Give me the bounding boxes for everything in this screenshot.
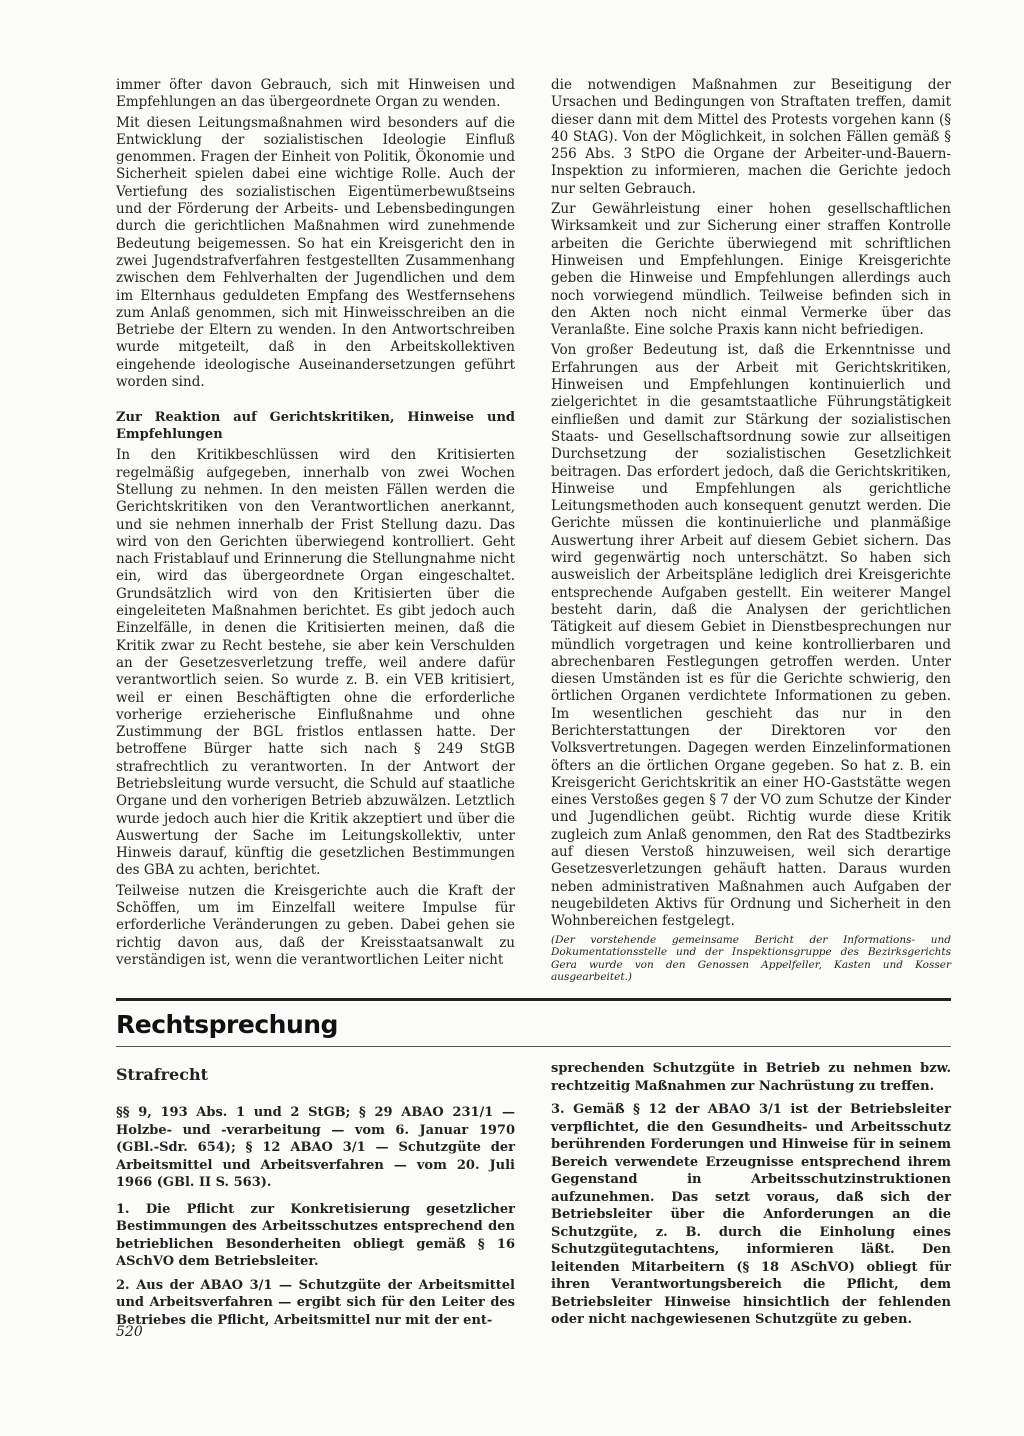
paragraph: die notwendigen Maßnahmen zur Beseitigung der Ursachen und Bedingungen von Straftaten treffen, damit dieser dann mit dem Mittel des Protests vorgehen kann (§ 40 StAG). Von der Möglichkeit, in solchen Fällen gemäß § 256 Abs. 3 StPO die Organe der Arbeiter-und-Bauern-Inspektion zu informieren, machen die Gerichte jedoch nur selten Gebrauch.	[551, 77, 951, 197]
section-title: Rechtsprechung	[116, 1010, 338, 1039]
paragraph: In den Kritikbeschlüssen wird den Kritisierten regelmäßig aufgegeben, innerhalb von zwei Wochen Stellung zu nehmen. In den meisten Fällen werden die Gerichtskritiken von den Verantwortlichen anerkannt, und sie nehmen innerhalb der Frist Stellung dazu. Das wird von den Gerichten überwiegend kontrolliert. Geht nach Fristablauf und Erinnerung die Stellungnahme nicht ein, wird das übergeordnete Organ eingeschaltet. Grundsätzlich wird von den Kritisierten über die eingeleiteten Maßnahmen berichtet. Es gibt jedoch auch Einzelfälle, in denen die Kritisierten meinen, daß die Kritik zwar zu Recht bestehe, sie aber kein Verschulden an der Gesetzesverletzung treffe, weil andere dafür verantwortlich seien. So wurde z. B. ein VEB kritisiert, weil er einen Beschäftigten ohne die erforderliche vorherige erzieherische Einflußnahme und ohne Zustimmung der BGL fristlos entlassen hatte. Der betroffene Bürger hatte sich nach § 249 StGB strafrechtlich zu verantworten. In der Antwort der Betriebsleitung wurde versucht, die Schuld auf staatliche Organe und den vorherigen Betrieb abzuwälzen. Letztlich wurde jedoch auch hier die Kritik akzeptiert und über die Auswertung der Sache im Leitungskollektiv, unter Hinweis darauf, künftig die gesetzlichen Bestimmungen des GBA zu achten, berichtet.	[116, 447, 515, 879]
paragraph: Teilweise nutzen die Kreisgerichte auch die Kraft der Schöffen, um im Einzelfall weitere Impulse für erforderliche Veränderungen zu geben. Dabei gehen sie richtig davon aus, daß der Kreisstaatsanwalt zu verständigen ist, wenn die verantwortlichen Leiter nicht	[116, 882, 515, 968]
author-note: (Der vorstehende gemeinsame Bericht der Informations- und Dokumentationsstelle und der Inspektionsgruppe des Bezirksgerichts Gera wurde von den Genossen Appelfeller, Kasten und Kosser ausgearbeitet.)	[551, 933, 951, 984]
paragraph: Zur Gewährleistung einer hohen gesellschaftlichen Wirksamkeit und zur Sicherung einer straffen Kontrolle arbeiten die Gerichte überwiegend mit schriftlichen Hinweisen und Empfehlungen. Einige Kreisgerichte geben die Hinweise und Empfehlungen allerdings auch noch vorwiegend mündlich. Teilweise befinden sich in den Akten noch nicht einmal Vermerke über das Veranlaßte. Eine solche Praxis kann nicht befriedigen.	[551, 201, 951, 339]
subsection-title: Strafrecht	[116, 1065, 208, 1084]
page-number: 520	[116, 1324, 143, 1340]
citation: §§ 9, 193 Abs. 1 und 2 StGB; § 29 ABAO 231/1 — Holzbe- und -verarbeitung — vom 6. Januar 1970 (GBl.-Sdr. 654); § 12 ABAO 3/1 — Schutzgüte der Arbeitsmittel und Arbeitsverfahren — vom 20. Juli 1966 (GBl. II S. 563).	[116, 1105, 515, 1190]
right-column-top	[551, 77, 951, 984]
right-column-bottom	[551, 1060, 951, 1332]
left-column-bottom	[116, 1064, 515, 1332]
subheading: Zur Reaktion auf Gerichtskritiken, Hinweise und Empfehlungen	[116, 410, 515, 443]
section-rule	[116, 998, 951, 1001]
paragraph: immer öfter davon Gebrauch, sich mit Hinweisen und Empfehlungen an das übergeordnete Organ zu wenden.	[116, 77, 515, 111]
headnote: 3. Gemäß § 12 der ABAO 3/1 ist der Betriebsleiter verpflichtet, die den Gesundheits- und Arbeitsschutz berührenden Forderungen und Hinweise für in seinem Bereich verwendete Erzeugnisse entsprechend ihrem Gegenstand in Arbeitsschutzinstruktionen aufzunehmen. Das setzt voraus, daß sich der Betriebsleiter über die Anforderungen an die Schutzgüte, z. B. durch die Einholung eines Schutzgütegutachtens, informieren läßt. Den leitenden Mitarbeitern (§ 18 ASchVO) obliegt für ihren Verantwortungsbereich die Pflicht, dem Betriebsleiter Hinweise hinsichtlich der fehlenden oder nicht nachgewiesenen Schutzgüte zu geben.	[551, 1102, 951, 1327]
paragraph: Mit diesen Leitungsmaßnahmen wird besonders auf die Entwicklung der sozialistischen Ideologie Einfluß genommen. Fragen der Einheit von Politik, Ökonomie und Sicherheit spielen dabei eine wichtige Rolle. Auch der Vertiefung des sozialistischen Eigentümerbewußtseins und der Förderung der Arbeits- und Lebensbedingungen durch die gerichtlichen Maßnahmen wird zunehmende Bedeutung beigemessen. So hat ein Kreisgericht den in zwei Jugendstrafverfahren festgestellten Zusammenhang zwischen dem Fehlverhalten der Jugendlichen und dem im Elternhaus geduldeten Empfang des Westfernsehens zum Anlaß genommen, sich mit Hinweisschreiben an die Betriebe der Eltern zu wenden. In den Antwortschreiben wurde mitgeteilt, daß in den Arbeitskollektiven eingehende ideologische Auseinandersetzungen geführt worden sind.	[116, 114, 515, 391]
headnote: 1. Die Pflicht zur Konkretisierung gesetzlicher Bestimmungen des Arbeitsschutzes entsprechend den betrieblichen Besonderheiten obliegt gemäß § 16 ASchVO dem Betriebsleiter.	[116, 1201, 515, 1269]
headnote: sprechenden Schutzgüte in Betrieb zu nehmen bzw. rechtzeitig Maßnahmen zur Nachrüstung zu treffen.	[551, 1061, 951, 1094]
left-column-top	[116, 77, 515, 972]
section-rule-thin	[116, 1046, 951, 1047]
headnote: 2. Aus der ABAO 3/1 — Schutzgüte der Arbeitsmittel und Arbeitsverfahren — ergibt sich für den Leiter des Betriebes die Pflicht, Arbeitsmittel nur mit der ent-	[116, 1277, 515, 1328]
paragraph: Von großer Bedeutung ist, daß die Erkenntnisse und Erfahrungen aus der Arbeit mit Gerichtskritiken, Hinweisen und Empfehlungen kontinuierlich und zielgerichtet in die gesamtstaatliche Führungstätigkeit einfließen und damit zur Stärkung der sozialistischen Staats- und Gesellschaftsordnung sowie zur allseitigen Durchsetzung der sozialistischen Gesetzlichkeit beitragen. Das erfordert jedoch, daß die Gerichtskritiken, Hinweise und Empfehlungen als gerichtliche Leitungsmethoden auch konsequent genutzt werden. Die Gerichte müssen die kontinuierliche und planmäßige Auswertung ihrer Arbeit auf diesem Gebiet sichern. Das wird gegenwärtig noch unterschätzt. So haben sich ausweislich der Arbeitspläne lediglich drei Kreisgerichte entsprechende Aufgaben gestellt. Ein weiterer Mangel besteht darin, daß die Analysen der gerichtlichen Tätigkeit auf diesem Gebiet in Dienstbesprechungen nur mündlich vorgetragen und keine kontrollierbaren und abrechenbaren Festlegungen getroffen werden. Unter diesen Umständen ist es für die Gerichte schwierig, den örtlichen Organen verdichtete Informationen zu geben. Im wesentlichen geschieht das nur in den Berichterstattungen der Direktoren vor den Volksvertretungen. Dagegen werden Einzelinformationen öfters an die örtlichen Organe gegeben. So hat z. B. ein Kreisgericht Gerichtskritik an einer HO-Gaststätte wegen eines Verstoßes gegen § 7 der VO zum Schutze der Kinder und Jugendlichen geübt. Richtig wurde diese Kritik zugleich zum Anlaß genommen, den Rat des Stadtbezirks auf diesen Verstoß hinzuweisen, weil sich derartige Gesetzesverletzungen gehäuft hatten. Daraus wurden neben administrativen Maßnahmen auch Aufgaben der neugebildeten Aktivs für Ordnung und Sicherheit in den Wohnbereichen festgelegt.	[551, 342, 951, 930]
